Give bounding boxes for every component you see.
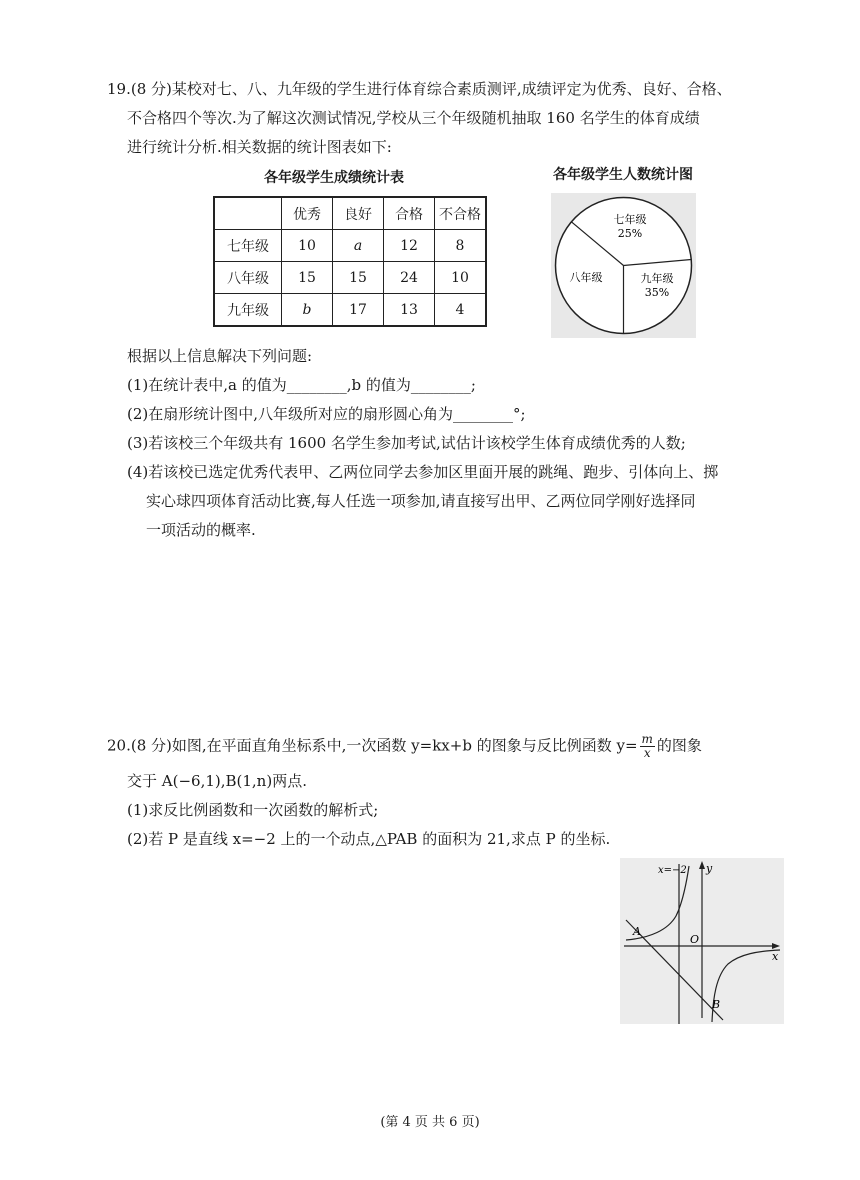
pie-slice-percent: 25% bbox=[617, 227, 643, 240]
q19-part-1: (1)在统计表中,a 的值为________,b 的值为________; bbox=[127, 376, 476, 394]
table-cell: 15 bbox=[333, 262, 384, 294]
q19-part-4-line-2: 实心球四项体育活动比赛,每人任选一项参加,请直接写出甲、乙两位同学刚好选择同 bbox=[146, 492, 696, 510]
table-cell: 13 bbox=[384, 294, 435, 327]
table-cell: a bbox=[333, 230, 384, 262]
pie-slice-label: 八年级 bbox=[569, 271, 603, 284]
origin-label: O bbox=[689, 933, 699, 946]
q20-line-1 bbox=[107, 733, 702, 760]
pie-title: 各年级学生人数统计图 bbox=[553, 167, 693, 183]
page-footer: (第 4 页 共 6 页) bbox=[380, 1115, 480, 1130]
fraction-m-over-x bbox=[640, 733, 655, 760]
point-a-label: A bbox=[633, 925, 641, 938]
pie-slice-label: 七年级 bbox=[613, 213, 647, 226]
q20-line-1-tail: 的图象 bbox=[656, 736, 702, 755]
table-cell: 8 bbox=[435, 230, 487, 262]
pie-slice-percent: 35% bbox=[644, 286, 670, 299]
x-axis-label: x bbox=[772, 950, 779, 963]
table-cell: 4 bbox=[435, 294, 487, 327]
table-cell: 17 bbox=[333, 294, 384, 327]
table-row bbox=[214, 294, 486, 327]
fraction-denominator: x bbox=[643, 746, 651, 760]
table-cell: 15 bbox=[282, 262, 333, 294]
table-header: 合格 bbox=[384, 197, 435, 230]
point-b-label: B bbox=[712, 998, 721, 1011]
q19-line-1: 19.(8 分)某校对七、八、九年级的学生进行体育综合素质测评,成绩评定为优秀、良好、合格、 bbox=[107, 80, 732, 98]
table-row-header: 七年级 bbox=[214, 230, 282, 262]
table-header-row bbox=[214, 197, 486, 230]
table-row-header: 九年级 bbox=[214, 294, 282, 327]
table-corner-cell bbox=[214, 197, 282, 230]
q19-part-4-line-1: (4)若该校已选定优秀代表甲、乙两位同学去参加区里面开展的跳绳、跑步、引体向上、掷 bbox=[127, 463, 719, 481]
q19-part-4-line-3: 一项活动的概率. bbox=[146, 521, 256, 539]
q20-part-1: (1)求反比例函数和一次函数的解析式; bbox=[127, 801, 379, 819]
table-cell: 10 bbox=[435, 262, 487, 294]
table-row bbox=[214, 262, 486, 294]
table-cell: b bbox=[282, 294, 333, 327]
fraction-numerator: m bbox=[641, 732, 653, 746]
grade-pie-chart bbox=[551, 193, 696, 338]
q20-part-2: (2)若 P 是直线 x=−2 上的一个动点,△PAB 的面积为 21,求点 P 的坐标. bbox=[127, 830, 611, 848]
table-cell: 24 bbox=[384, 262, 435, 294]
q20-line-2: 交于 A(−6,1),B(1,n)两点. bbox=[127, 772, 307, 790]
grade-score-table bbox=[213, 196, 487, 327]
table-header: 不合格 bbox=[435, 197, 487, 230]
q19-intro: 根据以上信息解决下列问题: bbox=[127, 347, 313, 365]
table-row bbox=[214, 230, 486, 262]
table-cell: 10 bbox=[282, 230, 333, 262]
vertical-line-label: x=−2 bbox=[658, 865, 687, 876]
q19-line-3: 进行统计分析.相关数据的统计图表如下: bbox=[127, 138, 392, 156]
coordinate-graph bbox=[620, 858, 784, 1024]
table-header: 优秀 bbox=[282, 197, 333, 230]
pie-slice-label: 九年级 bbox=[640, 272, 674, 285]
table-header: 良好 bbox=[333, 197, 384, 230]
table-title: 各年级学生成绩统计表 bbox=[264, 170, 404, 186]
q19-line-2: 不合格四个等次.为了解这次测试情况,学校从三个年级随机抽取 160 名学生的体育成绩 bbox=[127, 109, 700, 127]
q19-part-2: (2)在扇形统计图中,八年级所对应的扇形圆心角为________°; bbox=[127, 405, 526, 423]
q19-part-3: (3)若该校三个年级共有 1600 名学生参加考试,试估计该校学生体育成绩优秀的人数; bbox=[127, 434, 686, 452]
table-row-header: 八年级 bbox=[214, 262, 282, 294]
table-cell: 12 bbox=[384, 230, 435, 262]
q20-line-1-text: 20.(8 分)如图,在平面直角坐标系中,一次函数 y=kx+b 的图象与反比例函数 y= bbox=[107, 736, 638, 755]
y-axis-label: y bbox=[706, 862, 713, 875]
